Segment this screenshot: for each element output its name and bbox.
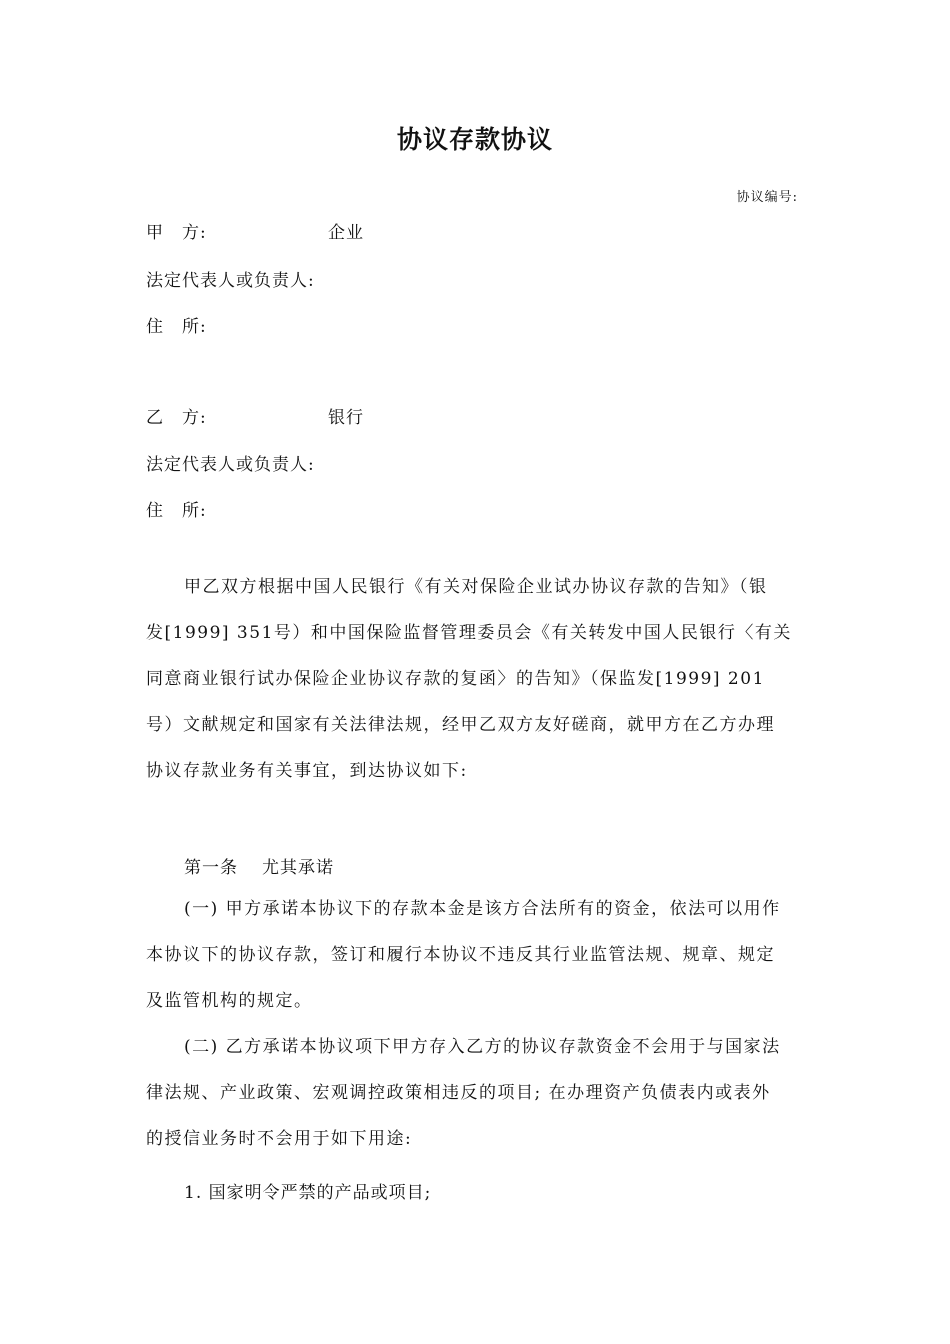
preamble-paragraph <box>146 564 802 794</box>
agreement-number-label: 协议编号: <box>736 190 798 205</box>
clause-2-paragraph <box>146 1024 802 1162</box>
party-a-representative: 法定代表人或负责人: <box>146 271 315 291</box>
party-b-label: 乙 方: <box>146 408 207 428</box>
document-title: 协议存款协议 <box>396 125 553 154</box>
clause-line: (一) 甲方承诺本协议下的存款本金是该方合法所有的资金，依法可以用作 <box>184 899 781 919</box>
party-a-line <box>146 218 364 243</box>
clause-line: 的授信业务时不会用于如下用途: <box>146 1129 413 1149</box>
party-b-address: 住 所: <box>146 501 207 521</box>
party-a-address: 住 所: <box>146 317 207 337</box>
party-a-label: 甲 方: <box>146 223 207 243</box>
clause-line: 律法规、产业政策、宏观调控政策相违反的项目; 在办理资产负债表内或表外 <box>146 1083 771 1103</box>
article-1-number: 第一条 <box>184 858 238 878</box>
preamble-line: 协议存款业务有关事宜，到达协议如下: <box>146 761 468 781</box>
preamble-line: 号）文献规定和国家有关法律法规，经甲乙双方友好磋商，就甲方在乙方办理 <box>146 715 775 735</box>
party-b-line <box>146 403 364 428</box>
clause-line: (二) 乙方承诺本协议项下甲方存入乙方的协议存款资金不会用于与国家法 <box>184 1037 781 1057</box>
party-a-name: 企业 <box>328 223 364 243</box>
party-b-name: 银行 <box>328 408 364 428</box>
preamble-line: 同意商业银行试办保险企业协议存款的复函〉的告知》（保监发[1999] 201 <box>146 669 765 689</box>
clause-1-paragraph <box>146 886 802 1024</box>
preamble-line: 发[1999] 351号）和中国保险监督管理委员会《有关转发中国人民银行〈有关 <box>146 623 792 643</box>
article-1-title: 尤其承诺 <box>262 858 334 878</box>
preamble-line: 甲乙双方根据中国人民银行《有关对保险企业试办协议存款的告知》（银 <box>184 577 768 597</box>
article-1-heading <box>184 853 334 878</box>
clause-line: 本协议下的协议存款，签订和履行本协议不违反其行业监管法规、规章、规定 <box>146 945 775 965</box>
list-item-1: 1. 国家明令严禁的产品或项目; <box>184 1183 432 1203</box>
party-b-representative: 法定代表人或负责人: <box>146 455 315 475</box>
clause-line: 及监管机构的规定。 <box>146 991 313 1011</box>
